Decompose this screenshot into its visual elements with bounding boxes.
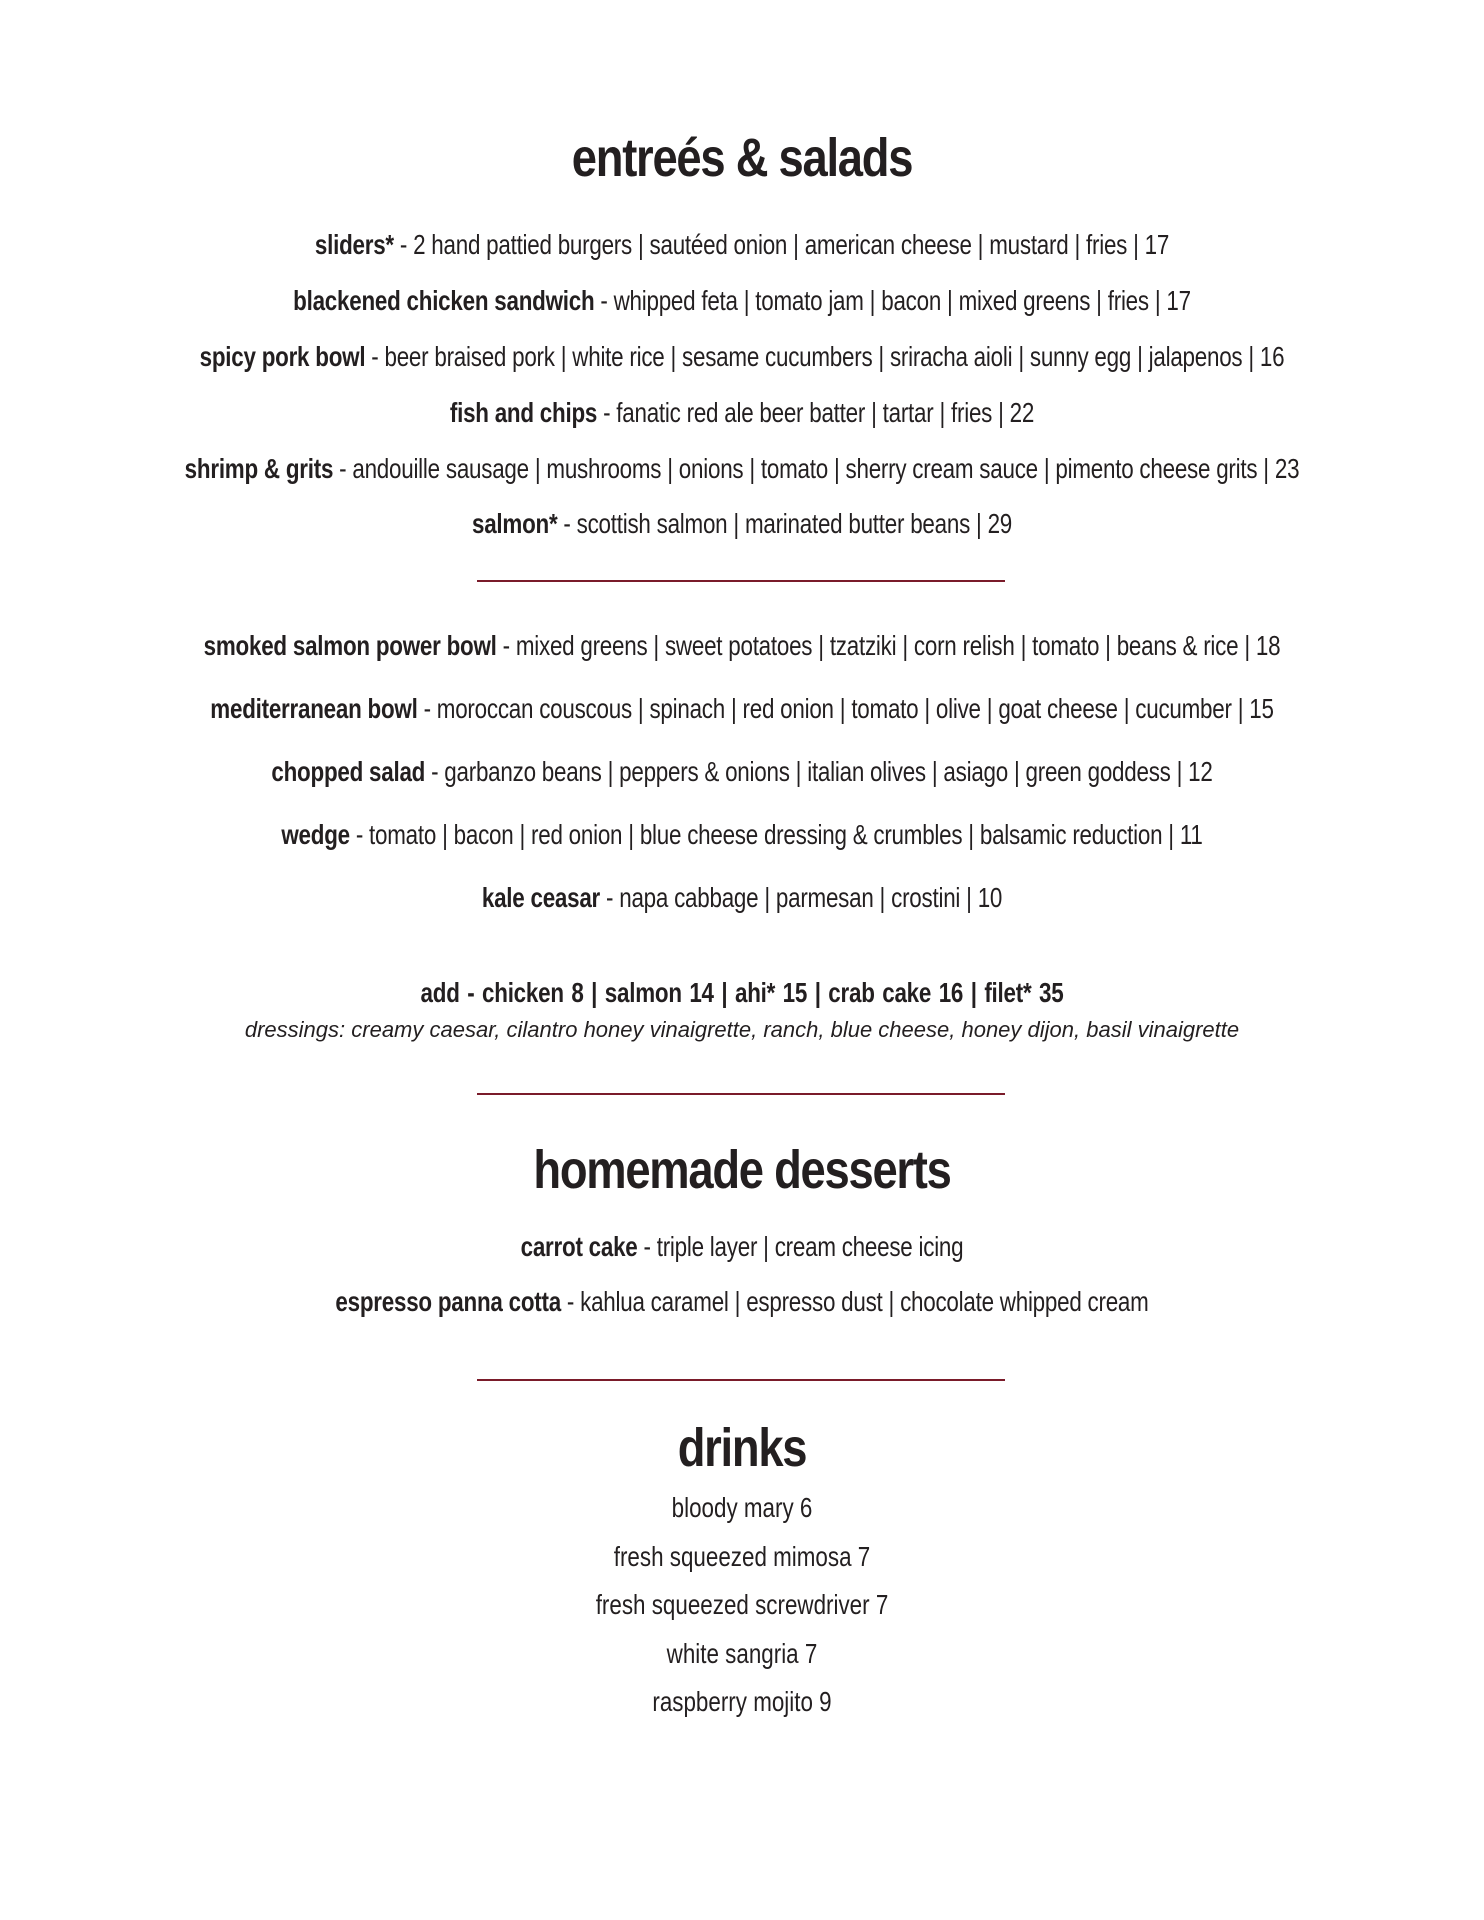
menu-item-name: wedge: [281, 819, 350, 850]
drinks-heading: drinks: [677, 1418, 807, 1478]
menu-item-sliders: [148, 227, 1335, 263]
menu-item-desc: - triple layer | cream cheese icing: [637, 1231, 964, 1262]
menu-item-name: espresso panna cotta: [335, 1286, 561, 1317]
menu-item-name: shrimp & grits: [184, 453, 334, 484]
menu-item-desc: - mixed greens | sweet potatoes | tzatziki | corn relish | tomato | beans & rice | 18: [496, 630, 1281, 661]
section-divider: [477, 1093, 1005, 1095]
menu-item-desc: - kahlua caramel | espresso dust | chocolate whipped cream: [560, 1286, 1149, 1317]
menu-item-name: salmon*: [471, 508, 558, 539]
menu-item-desc: - moroccan couscous | spinach | red onion | tomato | olive | goat cheese | cucumber | 15: [417, 693, 1274, 724]
menu-item-desc: - napa cabbage | parmesan | crostini | 10: [600, 882, 1003, 913]
menu-item-desc: - tomato | bacon | red onion | blue cheese dressing & crumbles | balsamic reduction | 11: [349, 819, 1203, 850]
menu-item-name: mediterranean bowl: [210, 693, 418, 724]
menu-item-name: fish and chips: [449, 397, 598, 428]
drink-item: raspberry mojito 9: [652, 1686, 832, 1717]
menu-item-wedge: [148, 817, 1335, 853]
menu-item-desc: - beer braised pork | white rice | sesame cucumbers | sriracha aioli | sunny egg | jalapenos | 16: [365, 341, 1285, 372]
menu-item-name: spicy pork bowl: [199, 341, 366, 372]
desserts-heading: homemade desserts: [533, 1140, 951, 1200]
menu-item-desc: - andouille sausage | mushrooms | onions | tomato | sherry cream sauce | pimento cheese grits | 23: [333, 453, 1300, 484]
menu-item-name: smoked salmon power bowl: [203, 630, 497, 661]
menu-item-desc: - 2 hand pattied burgers | sautéed onion | american cheese | mustard | fries | 17: [393, 229, 1170, 260]
menu-item-blackened-chicken-sandwich: [148, 283, 1335, 319]
protein-addons: add - chicken 8 | salmon 14 | ahi* 15 | crab cake 16 | filet* 35: [420, 977, 1064, 1008]
menu-item-carrot-cake: [148, 1229, 1335, 1265]
menu-item-smoked-salmon-power-bowl: [148, 628, 1335, 664]
menu-item-desc: - scottish salmon | marinated butter beans | 29: [557, 508, 1013, 539]
menu-item-spicy-pork-bowl: [148, 339, 1335, 375]
menu-item-name: chopped salad: [271, 756, 426, 787]
menu-item-name: kale ceasar: [481, 882, 601, 913]
section-divider: [477, 580, 1005, 582]
drink-item: fresh squeezed screwdriver 7: [595, 1589, 889, 1620]
drink-item: fresh squeezed mimosa 7: [613, 1541, 871, 1572]
drink-item: bloody mary 6: [671, 1492, 813, 1523]
menu-item-name: carrot cake: [520, 1231, 638, 1262]
menu-item-fish-and-chips: [148, 395, 1335, 431]
menu-item-name: blackened chicken sandwich: [293, 285, 595, 316]
menu-item-desc: - whipped feta | tomato jam | bacon | mixed greens | fries | 17: [594, 285, 1191, 316]
drink-item: white sangria 7: [666, 1638, 818, 1669]
menu-item-mediterranean-bowl: [148, 691, 1335, 727]
menu-item-shrimp-and-grits: [148, 451, 1335, 487]
menu-item-name: sliders*: [314, 229, 394, 260]
dressings-list: dressings: creamy caesar, cilantro honey vinaigrette, ranch, blue cheese, honey dijon, basil vinaigrette: [244, 1017, 1240, 1042]
section-divider: [477, 1379, 1005, 1381]
menu-item-desc: - fanatic red ale beer batter | tartar | fries | 22: [597, 397, 1035, 428]
menu-item-kale-ceasar: [148, 880, 1335, 916]
menu-item-desc: - garbanzo beans | peppers & onions | italian olives | asiago | green goddess | 12: [425, 756, 1213, 787]
menu-item-salmon: [148, 506, 1335, 542]
menu-item-espresso-panna-cotta: [148, 1284, 1335, 1320]
entrees-heading: entreés & salads: [571, 128, 913, 188]
menu-item-chopped-salad: [148, 754, 1335, 790]
